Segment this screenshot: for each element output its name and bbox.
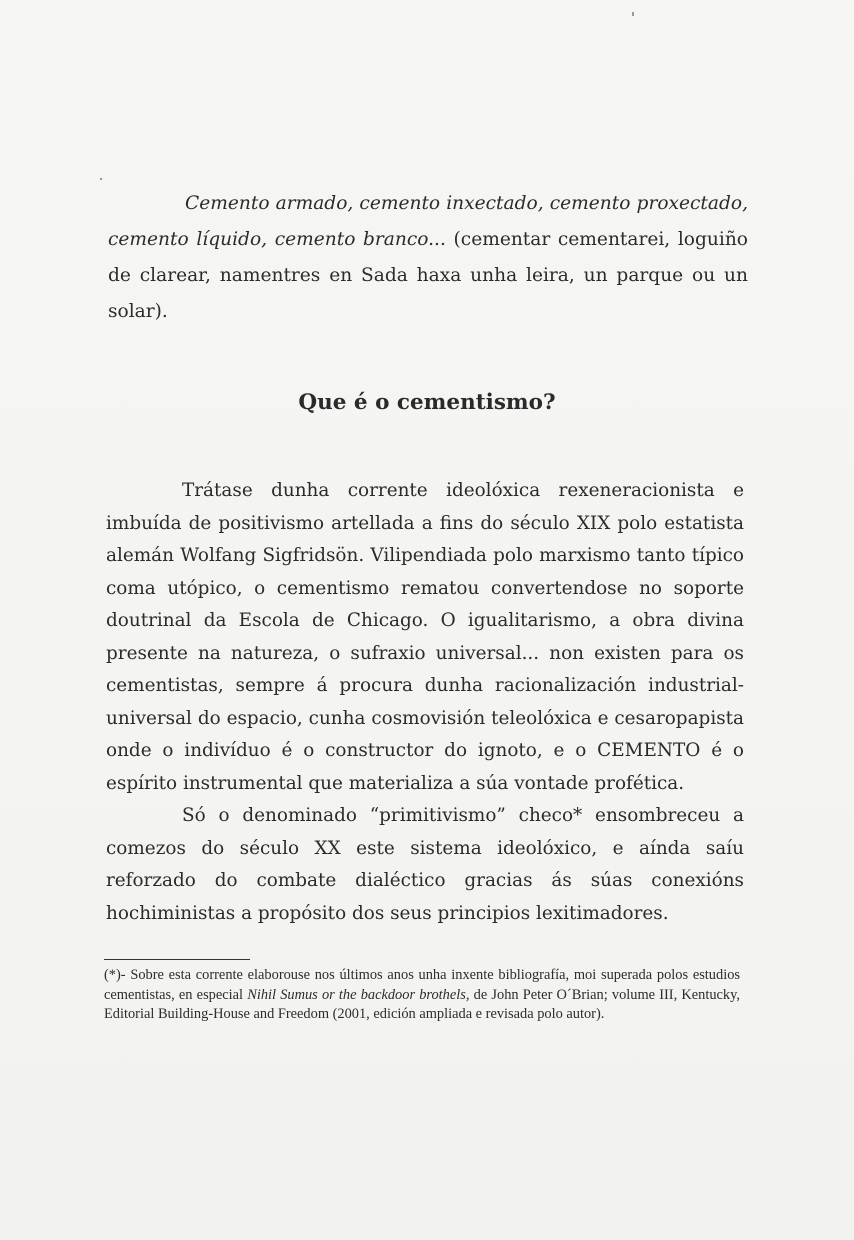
speck-mark: [100, 178, 102, 180]
footnote: [104, 966, 740, 1025]
footnote-divider: [104, 959, 250, 960]
section-heading: Que é o cementismo?: [298, 390, 556, 415]
epigraph: [108, 186, 748, 330]
footnote-text: (*)- Sobre esta corrente elaborouse nos últimos anos unha inxente bibliografía, moi superada polos estudios cementistas, en especial: [104, 967, 740, 1003]
body-paragraph: Trátase dunha corrente ideolóxica rexeneracionista e imbuída de positivismo artellada a fins do século XIX polo estatista alemán Wolfang Sigfridsön. Vilipendiada polo marxismo tanto típico coma utópico, o cementismo rematou convertendose no soporte doutrinal da Escola de Chicago. O igualitarismo, a obra divina presente na natureza, o sufraxio universal... non existen para os cementistas, sempre á procura dunha racionalización industrial-universal do espacio, cunha cosmovisión teleolóxica e cesaropapista onde o indivíduo é o constructor do ignoto, e o CEMENTO é o espírito instrumental que materializa a súa vontade profética.: [106, 480, 744, 794]
body-text: [106, 475, 744, 930]
footnote-text: de John Peter O´Brian; volume III, Kentucky, Editorial Building-House and Freedom (2001, edición ampliada e revisada polo autor).: [104, 986, 740, 1022]
body-paragraph: Só o denominado “primitivismo” checo* ensombreceu a comezos do século XX este sistema ideolóxico, e aínda saíu reforzado do combate dialéctico gracias ás súas conexións hochiministas a propósito dos seus principios lexitimadores.: [106, 805, 744, 924]
speck-mark: [632, 12, 634, 16]
epigraph-italic: Cemento armado, cemento inxectado, cemento proxectado, cemento líquido, cemento branco...: [108, 193, 748, 250]
footnote-book-title: Nihil Sumus or the backdoor brothels,: [247, 986, 470, 1003]
epigraph-regular: (cementar cementarei, loguiño de clarear, namentres en Sada haxa unha leira, un parque ou un solar).: [108, 229, 748, 322]
